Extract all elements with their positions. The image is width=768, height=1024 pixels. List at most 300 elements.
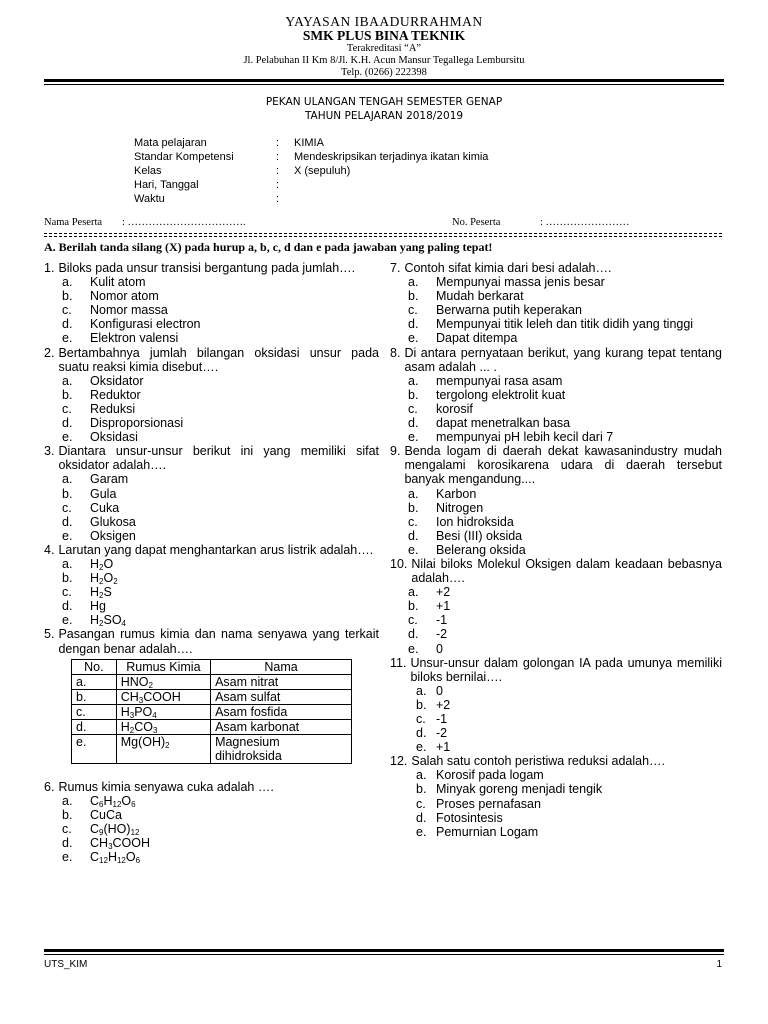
participant-no-label: No. Peserta [452,217,501,228]
option-letter: b. [62,387,73,402]
option-letter: a. [408,486,419,501]
option-text [90,331,379,345]
question [390,557,722,656]
answer-option [390,627,722,641]
option-text [436,599,722,613]
option-letter: d. [408,416,419,431]
option-letter: e. [62,430,73,445]
table-row [72,689,352,704]
dashed-separator [44,233,722,234]
answer-option [390,811,722,825]
table-cell-name: Asam karbonat [211,719,352,734]
answer-option [390,388,722,402]
option-text [90,289,379,303]
option-content: tergolong elektrolit kuat [436,387,566,402]
question-text: Benda logam di daerah dekat kawasanindustry mudah mengalami korosikarena udara di daerah tersebut banyak mengandung.... [404,444,722,487]
option-text [436,642,722,656]
option-content: Reduksi [90,401,136,416]
answer-option [44,303,379,317]
question-text: Contoh sifat kimia dari besi adalah…. [404,261,612,275]
table-cell-no: d. [72,719,117,734]
option-content: $H_2S$ [90,585,112,601]
question-text-row [390,261,722,275]
option-content: Elektron valensi [90,331,179,346]
meta-colon: : [276,179,280,191]
option-letter: b. [62,571,73,586]
question-text-row [44,261,379,275]
option-content: Disproporsionasi [90,416,184,431]
footer-code: UTS_KIM [44,959,88,970]
answer-option [44,557,379,571]
option-letter: d. [416,726,427,741]
answer-option [390,402,722,416]
option-text [90,557,379,571]
option-letter: e. [62,331,73,346]
option-text [436,613,722,627]
subscript: 12 [130,827,140,837]
option-content: Hg [90,599,106,614]
option-letter: d. [62,514,73,529]
table-row [72,704,352,719]
table-cell-formula [116,719,210,734]
option-content: Garam [90,472,129,487]
table-cell-name: Asam nitrat [211,674,352,689]
option-content: Mempunyai titik leleh dan titik didih yang tinggi [436,317,694,332]
question-number: 4. [44,542,55,557]
option-content: Nomor massa [90,303,168,318]
option-letter: d. [416,810,427,825]
option-text [90,303,379,317]
option-letter: b. [416,782,427,797]
question-number: 3. [44,444,55,459]
option-letter: c. [62,303,72,318]
option-content: Mempunyai massa jenis besar [436,275,605,290]
option-text [90,571,379,585]
option-letter: b. [62,289,73,304]
chemical-formula: $Mg(OH)_2$ [120,734,170,750]
question-text: Pasangan rumus kimia dan nama senyawa yang terkait dengan benar adalah…. [58,627,379,656]
question-number: 6. [44,779,55,794]
foundation-name: YAYASAN IBAADURRAHMAN [285,14,483,29]
answer-option [390,416,722,430]
question [390,754,722,839]
option-content: +2 [436,585,451,600]
option-text [90,529,379,543]
question-text-row [44,543,379,557]
option-text [436,374,722,388]
table-cell-formula [116,734,210,763]
question-text: Rumus kimia senyawa cuka adalah …. [58,779,274,794]
option-letter: a. [62,373,73,388]
option-text [436,543,722,557]
option-content: mempunyai rasa asam [436,373,563,388]
answer-option [44,808,379,822]
meta-key: Hari, Tanggal [134,179,199,191]
option-letter: a. [416,768,427,783]
option-text [90,836,379,850]
option-text [90,613,379,627]
table-header: Nama [211,659,352,674]
participant-name-value: : ……………………………. [122,217,246,228]
answer-option [44,388,379,402]
option-text [90,374,379,388]
answer-option [390,712,722,726]
answer-option [390,303,722,317]
question-text-row [44,346,379,374]
option-letter: c. [62,585,72,600]
meta-key: Kelas [134,165,162,177]
dashed-separator [44,236,722,237]
meta-row [0,165,768,179]
option-text [90,388,379,402]
option-letter: d. [408,317,419,332]
table-cell-no: b. [72,689,117,704]
option-letter: a. [62,793,73,808]
answer-option [390,331,722,345]
subscript: 9 [99,827,104,837]
subscript: 3 [129,710,135,720]
table-cell-name: Asam fosfida [211,704,352,719]
table-row [72,734,352,763]
question-text: Salah satu contoh peristiwa reduksi adalah…. [411,754,666,769]
formula-table [71,659,352,764]
meta-value: KIMIA [294,137,324,149]
subscript: 2 [99,577,104,587]
option-letter: b. [408,387,419,402]
question-text-row [44,627,379,655]
option-content: Proses pernafasan [436,796,541,811]
option-letter: c. [416,796,426,811]
option-letter: c. [416,712,426,726]
option-letter: c. [408,401,418,416]
option-content: 0 [436,641,443,656]
table-header: Rumus Kimia [116,659,210,674]
question-number: 10. [390,556,408,571]
option-letter: a. [408,585,419,600]
option-content: Oksidasi [90,430,138,445]
option-content: dapat menetralkan basa [436,416,571,431]
answer-option [44,317,379,331]
question [44,780,379,865]
answer-option [44,613,379,627]
option-text [436,768,722,782]
option-content: CuCa [90,807,122,822]
answer-option [390,768,722,782]
option-letter: e. [62,850,73,865]
participant-no-value: : …………………… [540,217,630,228]
option-letter: e. [408,641,419,656]
answer-option [44,836,379,850]
option-letter: a. [62,275,73,290]
option-content: Mudah berkarat [436,289,524,304]
table-cell-formula [116,674,210,689]
option-text [436,529,722,543]
instruction: A. Berilah tanda silang (X) pada hurup a, b, c, d dan e pada jawaban yang paling tepat! [44,240,493,254]
option-text [436,317,722,331]
subscript: 12 [116,856,126,866]
chemical-formula: $HNO_2$ [120,674,153,690]
option-letter: e. [62,613,73,628]
option-letter: e. [416,824,427,839]
answer-option [44,289,379,303]
option-text [90,487,379,501]
subscript: 2 [99,619,104,629]
chemical-formula: $H_3PO_4$ [120,704,157,720]
option-text [436,515,722,529]
answer-option [390,289,722,303]
option-text [436,712,722,726]
header-rule-thin [44,84,724,85]
option-content: mempunyai pH lebih kecil dari 7 [436,430,614,445]
school-name: SMK PLUS BINA TEKNIK [302,28,466,43]
option-letter: a. [408,373,419,388]
answer-option [390,642,722,656]
question-number: 8. [390,345,401,360]
option-letter: b. [416,697,427,712]
question-text: Diantara unsur-unsur berikut ini yang memiliki sifat oksidator adalah…. [58,444,379,473]
answer-option [44,571,379,585]
option-letter: b. [408,289,419,304]
table-cell-name: Asam sulfat [211,689,352,704]
answer-option [390,275,722,289]
table-cell-no: a. [72,674,117,689]
option-content: Konfigurasi electron [90,317,201,332]
option-letter: c. [408,303,418,318]
meta-key: Mata pelajaran [134,137,207,149]
footer-rule-thin [44,954,724,955]
question-number: 5. [44,627,55,642]
option-text [436,740,722,754]
option-text [436,303,722,317]
question [44,627,379,655]
answer-option [390,613,722,627]
question-number: 7. [390,261,401,275]
meta-colon: : [276,137,280,149]
question-text: Bertambahnya jumlah bilangan oksidasi unsur pada suatu reaksi kimia disebut…. [58,345,379,374]
option-text [90,275,379,289]
question-text-row [44,444,379,472]
option-content: $H_2SO_4$ [90,613,126,629]
answer-option [44,487,379,501]
meta-colon: : [276,165,280,177]
option-letter: d. [408,627,419,642]
option-letter: b. [408,599,419,614]
option-letter: d. [62,599,73,614]
meta-row [0,137,768,151]
question-text: Di antara pernyataan berikut, yang kurang tepat tentang asam adalah ... . [404,345,722,374]
option-content: Besi (III) oksida [436,528,523,543]
option-text [436,487,722,501]
option-content: Kulit atom [90,275,146,290]
answer-option [44,402,379,416]
question-text: Larutan yang dapat menghantarkan arus listrik adalah…. [58,542,374,557]
option-letter: a. [416,683,427,698]
meta-value: Mendeskripsikan terjadinya ikatan kimia [294,151,489,163]
option-content: $CH_3COOH$ [90,836,151,851]
option-content: Pemurnian Logam [436,824,539,839]
option-content: Oksidator [90,373,144,388]
option-text [436,698,722,712]
meta-row [0,179,768,193]
subscript: 6 [131,799,136,809]
option-content: Ion hidroksida [436,514,514,529]
subscript: 3 [152,725,158,735]
meta-row [0,151,768,165]
option-letter: d. [62,416,73,431]
answer-option [44,472,379,486]
option-text [90,402,379,416]
answer-option [44,275,379,289]
answer-option [390,543,722,557]
option-content: +2 [436,697,451,712]
option-letter: b. [62,807,73,822]
option-content: Karbon [436,486,477,501]
option-text [90,515,379,529]
answer-option [390,430,722,444]
option-text [436,825,722,839]
question-text-row [390,557,722,585]
table-row [72,719,352,734]
answer-option [390,501,722,515]
meta-key: Waktu [134,193,165,205]
option-content: Nitrogen [436,500,484,515]
option-content: $C_9(HO)_{12}$ [90,821,140,837]
question [390,656,722,755]
option-content: $C_6H_{12}O_6$ [90,793,136,809]
option-content: Gula [90,486,117,501]
option-text [436,331,722,345]
question-number: 1. [44,261,55,275]
table-cell-name: Magnesium dihidroksida [211,734,352,763]
option-content: Reduktor [90,387,141,402]
option-text [436,797,722,811]
option-text [436,501,722,515]
option-letter: c. [408,514,418,529]
option-letter: a. [408,275,419,290]
option-content: Berwarna putih keperakan [436,303,582,318]
question-number: 12. [390,754,408,769]
option-text [90,585,379,599]
meta-value: X (sepuluh) [294,165,351,177]
meta-row [0,193,768,207]
option-letter: c. [62,821,72,836]
subscript: 12 [99,856,108,866]
answer-option [390,317,722,331]
table-cell-formula [116,704,210,719]
answer-option [390,515,722,529]
option-letter: e. [416,740,427,755]
meta-key: Standar Kompetensi [134,151,234,163]
option-content: -1 [436,712,448,726]
subscript: 2 [165,740,170,750]
subscript: 2 [99,562,104,572]
answer-option [390,698,722,712]
option-content: Fotosintesis [436,810,503,825]
question-text-row [390,656,722,684]
page-number: 1 [716,959,722,970]
answer-option [390,782,722,796]
table-cell-formula [116,689,210,704]
option-text [90,317,379,331]
table-header: No. [72,659,117,674]
option-text [436,684,722,698]
participant-name-label: Nama Peserta [44,217,103,228]
table-row [72,674,352,689]
option-text [90,794,379,808]
answer-option [390,599,722,613]
option-text [436,726,722,740]
option-letter: b. [62,486,73,501]
chemical-formula: $H_2CO_3$ [120,719,158,735]
option-text [436,811,722,825]
subscript: 2 [129,725,135,735]
answer-option [44,794,379,808]
question-text: Unsur-unsur dalam golongan IA pada umunya memiliki biloks bernilai…. [410,655,722,684]
option-content: -1 [436,613,448,628]
option-letter: a. [62,472,73,487]
table-cell-no: e. [72,734,117,763]
subscript: 3 [108,842,113,851]
option-text [90,822,379,836]
subscript: 4 [121,619,126,629]
subscript: 12 [112,799,122,809]
answer-option [390,684,722,698]
option-content: $C_{12}H_{12}O_6$ [90,850,141,866]
option-letter: b. [408,500,419,515]
option-content: Belerang oksida [436,542,526,557]
answer-option [44,585,379,599]
question-text-row [390,444,722,486]
answer-option [390,740,722,754]
question [44,261,379,346]
option-content: -2 [436,627,448,642]
footer-rule-thick [44,949,724,952]
accreditation: Terakreditasi “A” [346,43,422,54]
option-text [436,430,722,444]
school-phone: Telp. (0266) 222398 [341,67,427,78]
option-text [90,501,379,515]
option-content: Dapat ditempa [436,331,518,346]
subscript: 2 [113,577,118,587]
question [390,261,722,346]
option-text [90,430,379,444]
option-content: Cuka [90,500,120,515]
subscript: 3 [138,695,144,705]
option-text [436,782,722,796]
exam-year: TAHUN PELAJARAN 2018/2019 [304,110,464,122]
option-letter: d. [62,317,73,332]
question-number: 11. [390,655,407,670]
answer-option [44,374,379,388]
answer-option [390,726,722,740]
question-text: Nilai biloks Molekul Oksigen dalam keadaan bebasnya adalah…. [411,556,722,586]
option-letter: e. [62,528,73,543]
answer-option [44,331,379,345]
answer-option [390,797,722,811]
option-letter: e. [408,430,419,445]
meta-colon: : [276,151,280,163]
option-text [436,627,722,641]
subscript: 6 [99,799,104,809]
answer-option [44,850,379,864]
exam-title: PEKAN ULANGAN TENGAH SEMESTER GENAP [265,96,503,108]
answer-option [390,487,722,501]
answer-option [390,529,722,543]
answer-option [390,825,722,839]
option-letter: e. [408,542,419,557]
table-header-row [72,659,352,674]
option-text [90,599,379,613]
